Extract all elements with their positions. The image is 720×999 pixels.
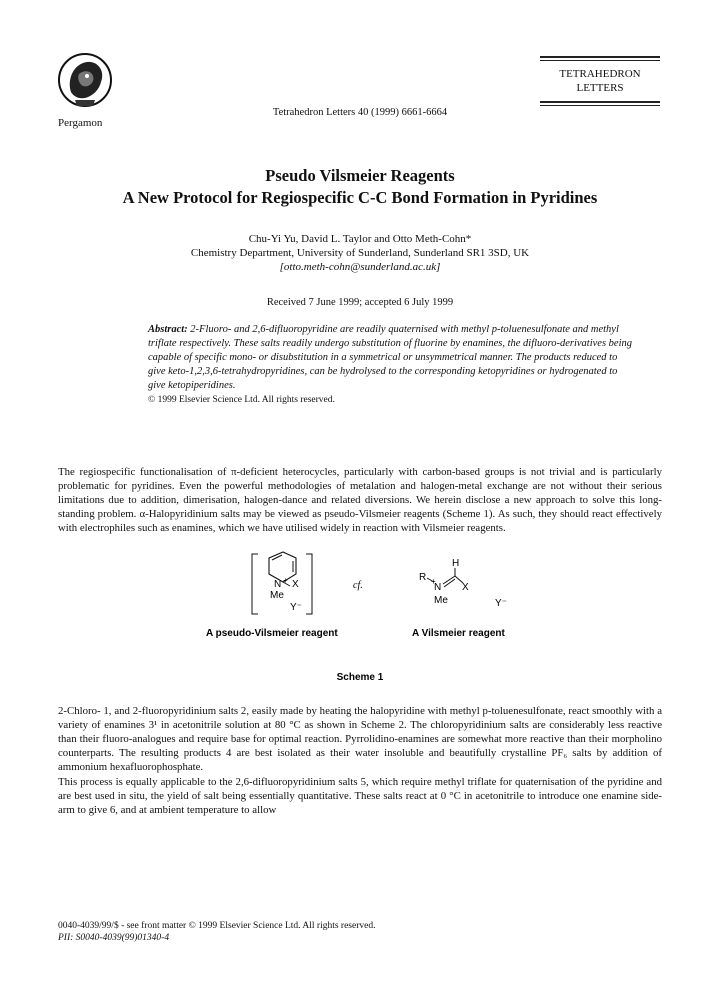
n-atom-right: N (434, 582, 442, 593)
me-group-right: Me (434, 595, 448, 606)
body-paragraph-2: 2-Chloro- 1, and 2-fluoropyridinium salts 2, easily made by heating the halopyridine with methyl p-toluenesulfonate, react smoothly with a variety of enamines 3¹ in acetonitrile solution at 80 °C as shown in Scheme 2. The chloropyridinium salts are considerably less reactive than their fluoro-analogues and require base for optimal reaction. Pyrrolidino-enamines are somewhat more reactive than their morpholino counterparts. The resulting products 4 are best isolated as their water insoluble and beautifully crystalline PF₆ salts by addition of ammonium hexafluorophosphate. (58, 705, 662, 773)
journal-name-line1: TETRAHEDRON (559, 68, 641, 80)
author-block (0, 232, 720, 274)
footer-line2: PII: S0040-4039(99)01340-4 (58, 933, 170, 943)
body-paragraph-1: The regiospecific functionalisation of π-deficient heterocycles, particularly with carbon-based groups is not trivial and is particularly problematic for pyridines. Even the powerful methodologies of metalation and halogen-metal exchange are not without their serious limitations due to addition, dimerisation, halogen-dance and related diversions. We herein disclose a new approach to solve this long-standing problem. α-Halopyridinium salts may be viewed as pseudo-Vilsmeier reagents (Scheme 1). As such, they should react effectively with electrophiles such as enamines, which we have utilised widely in reaction with Vilsmeier reagents. (58, 466, 662, 534)
title-line2: A New Protocol for Regiospecific C-C Bond Formation in Pyridines (122, 188, 598, 207)
pyridinium-structure (252, 552, 312, 614)
received-dates: Received 7 June 1999; accepted 6 July 1999 (266, 297, 454, 308)
footer (58, 920, 375, 944)
bottom-rule (540, 101, 660, 103)
journal-reference: Tetrahedron Letters 40 (1999) 6661-6664 (272, 107, 448, 118)
top-rule (540, 56, 660, 58)
n-atom-left: N (274, 579, 282, 590)
journal-name (540, 61, 660, 101)
affiliation: Chemistry Department, University of Sunderland, Sunderland SR1 3SD, UK (190, 247, 530, 259)
journal-name-box (540, 56, 660, 106)
body-paragraph-3: This process is equally applicable to the 2,6-difluoropyridinium salts 5, which require methyl triflate for quaternisation of the pyridine and are best used in situ, the yield of salt being essentially quantitative. These salts react at 0 °C in acetonitrile to introduce one enamine side-arm to give 6, and at ambient temperature to allow (58, 776, 662, 816)
left-caption: A pseudo-Vilsmeier reagent (206, 628, 338, 639)
scheme-label: Scheme 1 (336, 672, 384, 683)
right-caption: A Vilsmeier reagent (412, 628, 505, 639)
me-group-left: Me (270, 590, 284, 601)
scheme-1 (0, 548, 720, 698)
plus-charge-right: + (431, 577, 436, 586)
title-line1: Pseudo Vilsmeier Reagents (265, 166, 455, 185)
abstract (148, 323, 634, 407)
y-anion-right: Y⁻ (495, 598, 507, 609)
cf-text: cf. (353, 580, 363, 591)
article-title (0, 165, 720, 209)
footer-line1: 0040-4039/99/$ - see front matter © 1999 Elsevier Science Ltd. All rights reserved. (58, 921, 376, 931)
email[interactable]: [otto.meth-cohn@sunderland.ac.uk] (279, 261, 441, 273)
bottom-rule-thin (540, 105, 660, 106)
x-atom-left: X (292, 579, 299, 590)
publisher-logo (57, 52, 113, 114)
y-anion-left: Y⁻ (290, 602, 302, 613)
plus-charge-left: + (283, 576, 288, 585)
x-atom-right: X (462, 582, 469, 593)
r-group: R (419, 572, 427, 583)
journal-name-line2: LETTERS (576, 82, 624, 94)
publisher-name: Pergamon (58, 117, 103, 129)
abstract-text: 2-Fluoro- and 2,6-difluoropyridine are readily quaternised with methyl p-toluenesulfonate and methyl triflate respectively. These salts readily undergo substitution of fluorine by enamines, the difluoro-derivatives being capable of specific mono- or disubstitution in a symmetrical or unsymmetrical manner. The products reduced to give keto-1,2,3,6-tetrahydropyridines, can be hydrolysed to the corresponding ketopyridines or hydrogenated to give ketopiperidines. (148, 324, 632, 391)
vilsmeier-structure (419, 558, 507, 609)
authors: Chu-Yi Yu, David L. Taylor and Otto Meth-Cohn* (248, 233, 472, 245)
abstract-label: Abstract: (148, 324, 188, 335)
abstract-copyright: © 1999 Elsevier Science Ltd. All rights reserved. (148, 395, 335, 405)
h-atom: H (452, 558, 460, 569)
